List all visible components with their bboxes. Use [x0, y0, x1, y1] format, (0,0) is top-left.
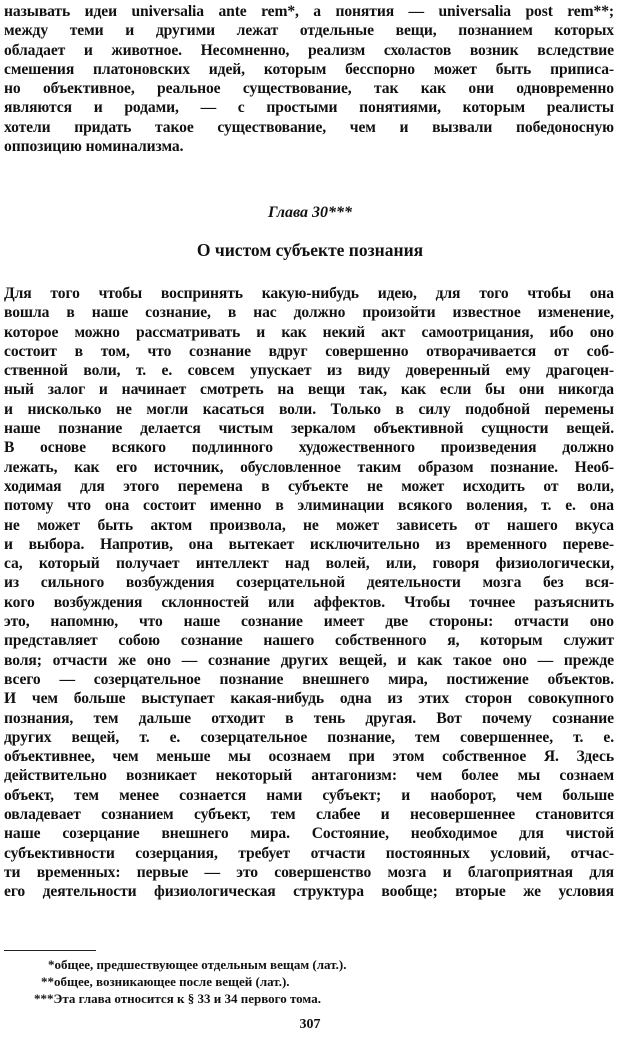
text-line: его деятельности физиологическая структура вообще; вторые же условия — [4, 883, 614, 901]
footnote: ***Эта глава относится к § 33 и 34 первого тома. — [34, 991, 321, 1006]
text-line: вошла в наше сознание, в нас должно произойти известное изменение, — [4, 304, 614, 322]
chapter-label: Глава 30*** — [267, 204, 353, 221]
text-line: действительно возникает некоторый антагонизм: чем более мы сознаем — [4, 767, 614, 785]
text-line: состоит в том, что сознание вдруг совершенно отворачивается от соб- — [4, 342, 614, 360]
text-line: потому что она состоит именно в элиминации всякого воления, т. е. она — [4, 497, 614, 515]
text-line: И чем больше выступает какая-нибудь одна из этих сторон совокупного — [4, 690, 614, 708]
text-line: между теми и другими лежат отдельные вещи, познанием которых — [4, 22, 614, 40]
page-number: 307 — [299, 1017, 321, 1032]
footnotes — [20, 956, 600, 1007]
text-line: са, который получает интеллект над волей, или, говоря физиологически, — [4, 555, 614, 573]
footnote: **общее, возникающее после вещей (лат.). — [41, 974, 290, 989]
text-line: объективнее, чем меньше мы осознаем при этом собственное Я. Здесь — [4, 748, 614, 766]
text-line: субъективности созерцания, требует отчасти постоянных условий, отчас- — [4, 844, 614, 862]
text-line: из сильного возбуждения созерцательной деятельности мозга без вся- — [4, 574, 614, 592]
main-paragraph — [4, 284, 614, 902]
text-line: но объективное, реальное существование, так как они одновременно — [4, 80, 614, 98]
text-line: ный залог и начинает смотреть на вещи так, как если бы они никогда — [4, 381, 614, 399]
text-line: других вещей, т. е. созерцательное познание, тем совершеннее, т. е. — [4, 728, 614, 746]
text-line: оппозицию номинализма. — [4, 138, 184, 156]
chapter-title: О чистом субъекте познания — [196, 240, 424, 260]
text-line: овладевает сознанием субъект, тем слабее и несовершеннее становится — [4, 806, 614, 824]
text-line: и выбора. Напротив, она вытекает исключительно из временного переве- — [4, 535, 614, 553]
text-line: ственной воли, т. е. совсем упускает из виду доверенный ему драгоцен- — [4, 362, 614, 380]
text-line: это, напомню, что наше сознание имеет две стороны: отчасти оно — [4, 613, 614, 631]
footnote-divider — [4, 950, 96, 951]
text-line: ходимая для этого перемена в субъекте не может исходить от воли, — [4, 477, 614, 495]
text-line: Для того чтобы воспринять какую-нибудь идею, для того чтобы она — [4, 285, 614, 302]
text-line: не может быть актом произвола, не может зависеть от нашего вкуса — [4, 516, 614, 534]
text-line: объект, тем менее сознается нами субъект; и наоборот, чем больше — [4, 786, 614, 804]
text-line: называть идеи universalia ante rem*, а понятия — universalia post rem**; — [4, 3, 614, 20]
text-line: хотели придать такое существование, чем и вызвали победоносную — [4, 118, 614, 136]
text-line: представляет собою сознание нашего собственного я, которым служит — [4, 632, 614, 650]
text-line: смешения платоновских идей, которым бесспорно может быть приписа- — [4, 60, 614, 78]
text-line: кого возбуждения склонностей или аффектов. Чтобы точнее разъяснить — [4, 593, 614, 611]
intro-paragraph — [4, 2, 614, 156]
text-line: являются и родами, — с простыми понятиями, которым реалисты — [4, 99, 614, 117]
text-line: обладает и животное. Несомненно, реализм схоластов возник вследствие — [4, 41, 614, 59]
text-line: всего — созерцательное познание внешнего мира, постижение объектов. — [4, 670, 614, 688]
text-line: В основе всякого подлинного художественного произведения должно — [4, 439, 614, 457]
text-line: воля; отчасти же оно — сознание других вещей, и как такое оно — прежде — [4, 651, 614, 669]
text-line: которое можно рассматривать и как некий акт самоотрицания, ибо оно — [4, 323, 614, 341]
text-line: и нисколько не могли касаться воли. Только в силу подобной перемены — [4, 400, 614, 418]
text-line: лежать, как его источник, обусловленное таким образом познание. Необ- — [4, 458, 614, 476]
text-line: наше познание делается чистым зеркалом объективной сущности вещей. — [4, 420, 614, 438]
text-line: наше созерцание внешнего мира. Состояние, необходимое для чистой — [4, 825, 614, 843]
footnote: *общее, предшествующее отдельным вещам (лат.). — [48, 957, 347, 972]
text-line: познания, тем дальше отходит в тень другая. Вот почему сознание — [4, 709, 614, 727]
text-line: ти временных: первые — это совершенство мозга и благоприятная для — [4, 863, 614, 881]
